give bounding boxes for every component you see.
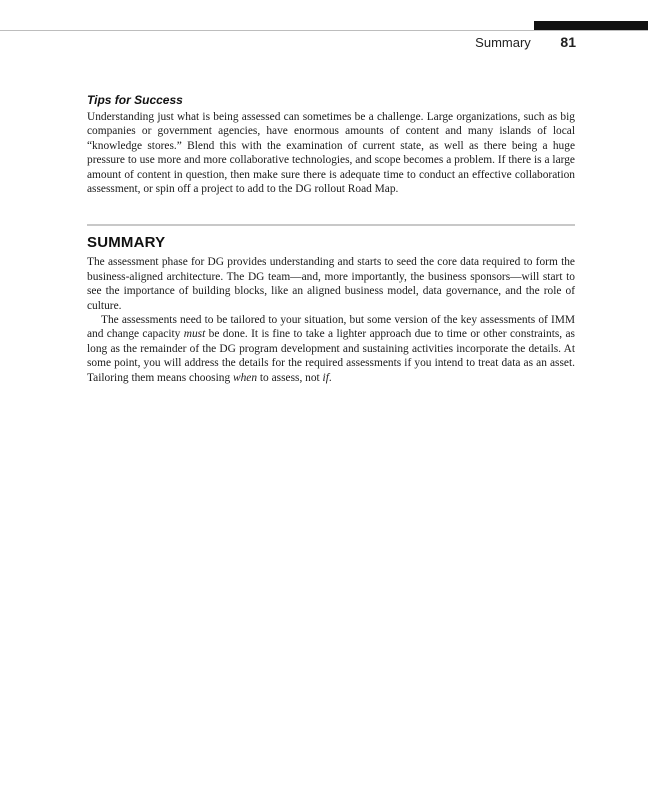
summary-paragraph-2	[87, 313, 575, 385]
header-rule	[0, 30, 648, 31]
section-divider	[87, 224, 575, 226]
summary-paragraph-2-part-1: The assessments need to be tailored to your situation, but some version of the key assessments of IMM and change capacity	[87, 314, 575, 341]
summary-paragraph-2-part-4: .	[328, 371, 332, 384]
summary-paragraph-2-part-3: to assess, not	[257, 371, 323, 384]
summary-paragraph-1: The assessment phase for DG provides understanding and starts to seed the core data required to form the business-aligned architecture. The DG team—and, more importantly, the business sponsors—will start to see the importance of building blocks, like an aligned business model, data governance, and the role of culture.	[87, 256, 575, 312]
emphasis-when: when	[233, 371, 258, 384]
summary-paragraph-2-part-2: be done. It is fine to take a lighter approach due to time or other constraints, as long as the remainder of the DG program development and sustaining activities incorporate the details. At some point, you will address the details for the required assessments if you intend to treat data as an asset. Tailoring them means choosing	[87, 328, 575, 384]
running-head	[475, 34, 576, 50]
emphasis-if: if	[322, 371, 329, 384]
running-head-section: Summary	[475, 35, 531, 50]
page-number: 81	[560, 34, 576, 50]
page-body	[87, 93, 575, 385]
emphasis-must: must	[183, 328, 206, 341]
tips-heading: Tips for Success	[87, 93, 183, 107]
summary-heading: SUMMARY	[87, 234, 166, 252]
tips-paragraph: Understanding just what is being assessed can sometimes be a challenge. Large organizations, such as big companies or government agencies, have enormous amounts of content and many islands of local “knowledge stores.” Blend this with the examination of current state, as well as there being a huge pressure to use more and more collaborative technologies, and scope becomes a problem. If there is a large amount of content in question, then make sure there is adequate time to conduct an effective collaboration assessment, or spin off a project to add to the DG rollout Road Map.	[87, 111, 575, 196]
